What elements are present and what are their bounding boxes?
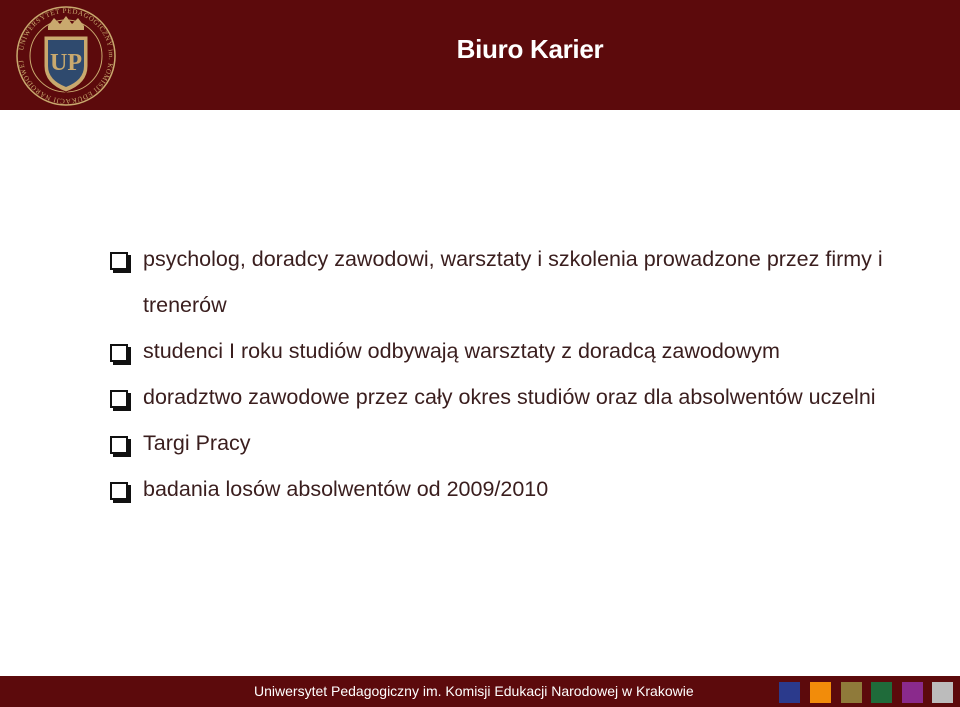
- list-item-text: psycholog, doradcy zawodowi, warsztaty i szkolenia prowadzone przez firmy i trenerów: [143, 247, 883, 317]
- footer-bar: [0, 676, 960, 707]
- checkbox-bullet-icon: [110, 390, 128, 408]
- crown-icon: [48, 16, 84, 30]
- color-swatch: [871, 682, 892, 703]
- list-item: [110, 338, 930, 374]
- logo-ring-text: UNIWERSYTET PEDAGOGICZNY im. KOMISJI EDUKACJI NARODOWEJ: [17, 6, 116, 106]
- list-item: [110, 430, 930, 466]
- checkbox-bullet-icon: [110, 252, 128, 270]
- color-swatch: [932, 682, 953, 703]
- checkbox-bullet-icon: [110, 344, 128, 362]
- list-item: [110, 246, 930, 328]
- list-item: [110, 384, 930, 420]
- page-title: Biuro Karier: [456, 34, 604, 64]
- checkbox-bullet-icon: [110, 482, 128, 500]
- list-item: [110, 476, 930, 512]
- color-swatch: [779, 682, 800, 703]
- footer-text: Uniwersytet Pedagogiczny im. Komisji Edukacji Narodowej w Krakowie: [254, 683, 694, 699]
- university-logo: [14, 4, 118, 108]
- checkbox-bullet-icon: [110, 436, 128, 454]
- color-swatch: [902, 682, 923, 703]
- list-item-text: Targi Pracy: [143, 431, 251, 455]
- bullet-list: [110, 246, 930, 534]
- logo-initials: UP: [50, 50, 82, 76]
- list-item-text: badania losów absolwentów od 2009/2010: [143, 477, 549, 501]
- color-swatch: [841, 682, 862, 703]
- list-item-text: doradztwo zawodowe przez cały okres studiów oraz dla absolwentów uczelni: [143, 385, 876, 409]
- color-swatch: [810, 682, 831, 703]
- list-item-text: studenci I roku studiów odbywają warsztaty z doradcą zawodowym: [143, 339, 780, 363]
- header-bar: [0, 0, 960, 110]
